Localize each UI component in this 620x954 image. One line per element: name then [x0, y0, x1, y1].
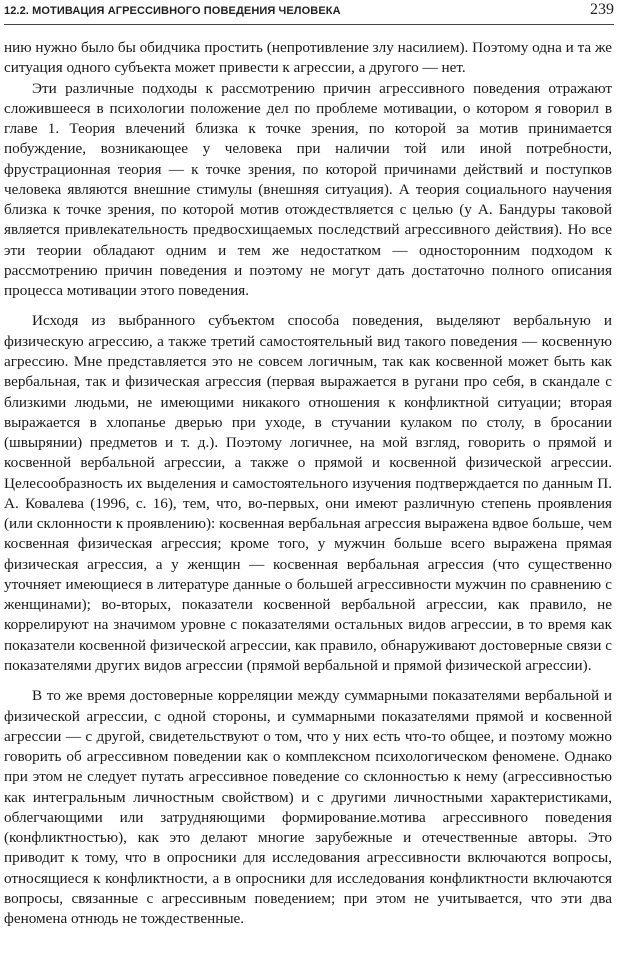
page-number: 239: [590, 1, 614, 18]
paragraph-approaches: Эти различные подходы к рассмотрению причин агрессивного поведения отражают сложившееся в психологии положение дел по проблеме мотивации, о котором я говорил в главе 1. Теория влечений близка к точке зрения, по которой за мотив принимается побуждение, возникающее у человека при наличии той или иной потребности, фрустрационная теория — к точке зрения, по которой причинами действий и поступков человека являются внешние стимулы (внешняя ситуация). А теория социального научения близка к точке зрения, по которой мотив отождествляется с целью (у А. Бандуры таковой является привлекательность предвосхищаемых последствий агрессивного действия). Но все эти теории обладают одним и тем же недостатком — односторонним подходом к рассмотрению причин поведения и поэтому не могут дать достаточно полного описания процесса мотивации этого поведения.: [4, 79, 612, 300]
body-text: [4, 38, 612, 929]
paragraph-correlations: В то же время достоверные корреляции между суммарными показателями вербальной и физической агрессии, с одной стороны, и суммарными показателями прямой и косвенной агрессии — с другой, свидетельствуют о том, что у них есть что-то общее, и поэтому можно говорить об агрессивном поведении как о комплексном психологическом феномене. Однако при этом не следует путать агрессивное поведение со склонностью к нему (агрессивностью как интегральным личностным свойством) и с другими личностными характеристиками, облегчающими или затрудняющими формирование.мотива агрессивного поведения (конфликтностью), как это делают многие зарубежные и отечественные авторы. Это приводит к тому, что в опросники для исследования агрессивности включаются вопросы, относящиеся к конфликтности, а в опросники для исследования конфликтности включаются вопросы, связанные с агрессивным поведением; при этом не учитывается, что эти два феномена отнюдь не тождественные.: [4, 687, 612, 928]
section-title: 12.2. МОТИВАЦИЯ АГРЕССИВНОГО ПОВЕДЕНИЯ ЧЕЛОВЕКА: [4, 5, 341, 17]
running-header: [4, 2, 614, 25]
paragraph-aggression-types: Исходя из выбранного субъектом способа поведения, выделяют вербальную и физическую агрессию, а также третий самостоятельный вид такого поведения — косвенную агрессию. Мне представляется это не совсем логичным, так как косвенной может быть как вербальная, так и физическая агрессия (первая выражается в ругани про себя, в скандале с близкими людьми, не имеющими никакого отношения к конфликтной ситуации; вторая выражается в хлопанье дверью при уходе, в стучании кулаком по столу, в бросании (швырянии) предметов и т. д.). Поэтому логичнее, на мой взгляд, говорить о прямой и косвенной вербальной агрессии, а также о прямой и косвенной физической агрессии. Целесообразность их выделения и самостоятельного изучения подтверждается по данным П. А. Ковалева (1996, с. 16), тем, что, во-первых, они имеют различную степень проявления (или склонности к проявлению): косвенная вербальная агрессия выражена вдвое больше, чем косвенная физическая агрессия; кроме того, у мужчин больше всего выражена прямая физическая агрессия, а у женщин — косвенная вербальная агрессия (что существенно уточняет имеющиеся в литературе данные о большей агрессивности мужчин по сравнению с женщинами); во-вторых, показатели косвенной вербальной агрессии, как правило, не коррелируют на значимом уровне с показателями остальных видов агрессии, в то время как показатели косвенной физической агрессии, как правило, обнаруживают достоверные связи с показателями других видов агрессии (прямой вербальной и прямой физической агрессии).: [4, 312, 612, 674]
paragraph-continuation: нию нужно было бы обидчика простить (непротивление злу насилием). Поэтому одна и та же ситуация одного субъекта может привести к агрессии, а другого — нет.: [4, 39, 612, 77]
